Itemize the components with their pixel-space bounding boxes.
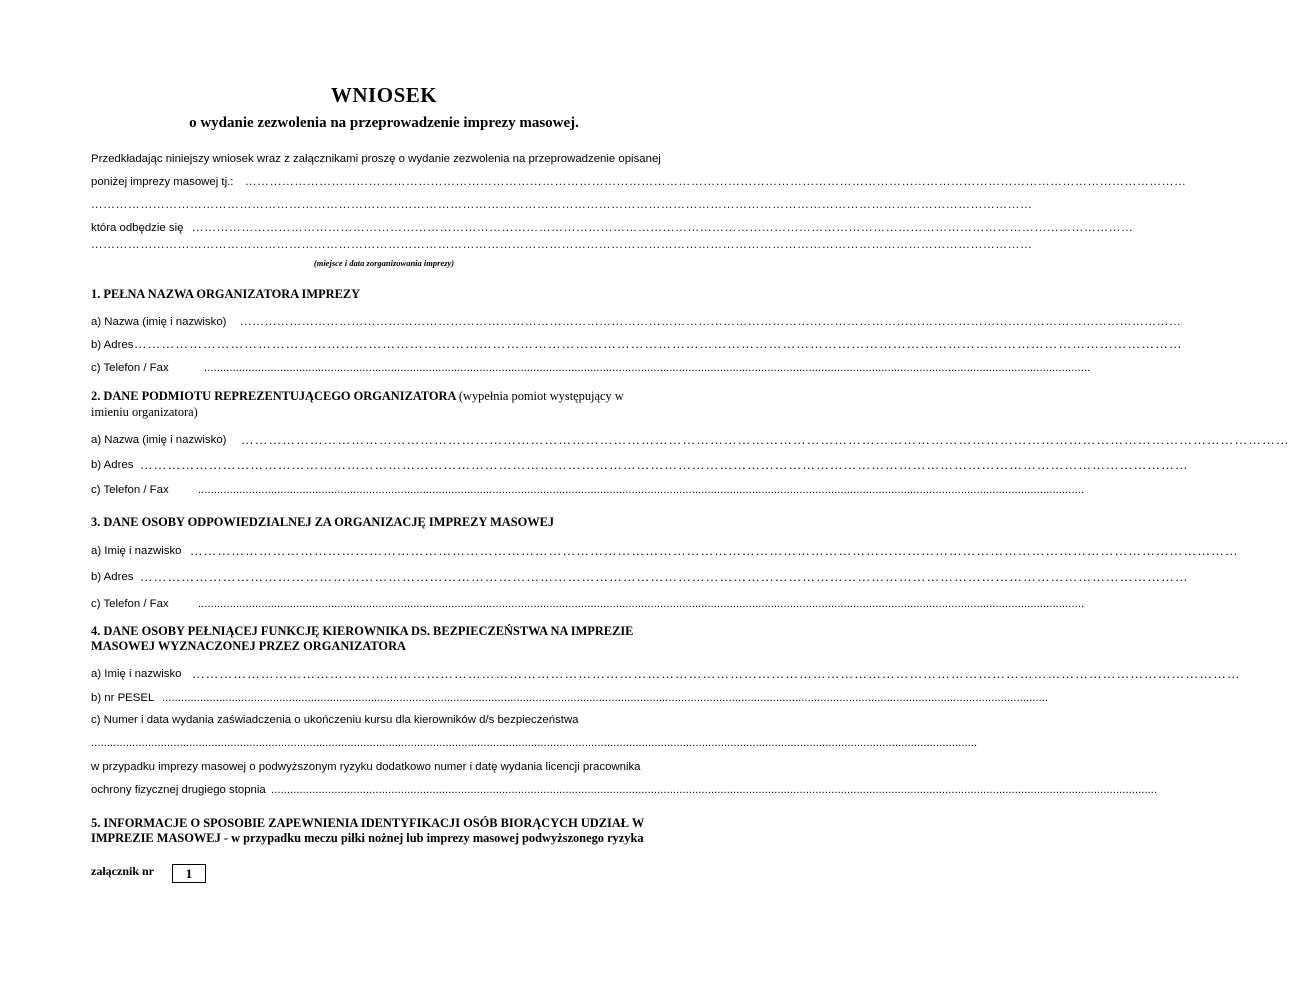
section-2-heading-note-2: imieniu organizatora) — [91, 405, 198, 419]
section-2-heading-note: (wypełnia pomiot występujący w — [458, 389, 624, 403]
section-1-name-field[interactable]: ………………………………………………………………………………………………………………………………………………………………………………………………………… — [240, 316, 1182, 328]
event-place-date-field[interactable]: ………………………………………………………………………………………………………………………………………………………………………………………………………… — [192, 222, 1134, 234]
section-4-pesel-label: b) nr PESEL — [91, 692, 155, 704]
section-4-pesel-field[interactable]: ........................................................................................................................................................................................................................................................................................ — [162, 692, 1049, 704]
event-place-date-field-2[interactable]: ………………………………………………………………………………………………………………………………………………………………………………………………………… — [91, 239, 1033, 251]
event-description-field[interactable]: ………………………………………………………………………………………………………………………………………………………………………………………………………… — [245, 176, 1187, 188]
section-4-licence-field[interactable]: ........................................................................................................................................................................................................................................................................................ — [271, 784, 1158, 796]
section-4-heading-line-2: MASOWEJ WYZNACZONEJ PRZEZ ORGANIZATORA — [91, 639, 406, 653]
attachment-number-box[interactable]: 1 — [172, 864, 206, 883]
section-2-name-label: a) Nazwa (imię i nazwisko) — [91, 434, 227, 446]
section-3-name-label: a) Imię i nazwisko — [91, 545, 182, 557]
section-2-phone-field[interactable]: ........................................................................................................................................................................................................................................................................................ — [198, 484, 1085, 496]
section-3-heading: 3. DANE OSOBY ODPOWIEDZIALNEJ ZA ORGANIZACJĘ IMPREZY MASOWEJ — [91, 515, 555, 529]
section-2-phone-label: c) Telefon / Fax — [91, 484, 169, 496]
section-2-address-label: b) Adres — [91, 459, 134, 471]
section-3-name-field[interactable]: ………………………………………………………………………………………………………………………………………………………………………………………………………… — [190, 544, 1239, 558]
section-4-certificate-label: c) Numer i data wydania zaświadczenia o ukończeniu kursu dla kierowników d/s bezpieczeństwa — [91, 714, 579, 726]
intro-line-1: Przedkładając niniejszy wniosek wraz z załącznikami proszę o wydanie zezwolenia na przeprowadzenie opisanej — [91, 153, 661, 165]
section-3-phone-field[interactable]: ........................................................................................................................................................................................................................................................................................ — [198, 598, 1085, 610]
section-5-heading-line-1: 5. INFORMACJE O SPOSOBIE ZAPEWNIENIA IDENTYFIKACJI OSÓB BIORĄCYCH UDZIAŁ W — [91, 816, 645, 830]
section-4-licence-line-1: w przypadku imprezy masowej o podwyższonym ryzyku dodatkowo numer i datę wydania licencji pracownika — [91, 761, 641, 773]
section-4-licence-line-2: ochrony fizycznej drugiego stopnia — [91, 784, 266, 796]
section-2-heading — [91, 389, 624, 404]
section-1-phone-label: c) Telefon / Fax — [91, 362, 169, 374]
document-title: WNIOSEK — [330, 83, 438, 107]
section-1-phone-field[interactable]: ........................................................................................................................................................................................................................................................................................ — [204, 362, 1091, 374]
intro-line-2: poniżej imprezy masowej tj.: — [91, 176, 234, 188]
section-1-address-field[interactable]: ………………………………………………………………………………………………………………………………………………………………………………………………………… — [134, 337, 1183, 351]
section-1-address-label: b) Adres — [91, 339, 134, 351]
section-2-address-field[interactable]: ………………………………………………………………………………………………………………………………………………………………………………………………………… — [140, 458, 1189, 472]
section-5-heading-line-2: IMPREZIE MASOWEJ - w przypadku meczu piłki nożnej lub imprezy masowej podwyższonego ryzyka — [91, 831, 644, 845]
section-2-heading-text: 2. DANE PODMIOTU REPREZENTUJĄCEGO ORGANIZATORA — [91, 389, 456, 403]
place-date-note: (miejsce i data zorganizowania imprezy) — [313, 258, 455, 268]
section-4-heading-line-1: 4. DANE OSOBY PEŁNIĄCEJ FUNKCJĘ KIEROWNIKA DS. BEZPIECZEŃSTWA NA IMPREZIE — [91, 624, 634, 638]
intro-line-4: która odbędzie się — [91, 222, 184, 234]
section-1-heading: 1. PEŁNA NAZWA ORGANIZATORA IMPREZY — [91, 287, 361, 301]
section-2-name-field[interactable]: ………………………………………………………………………………………………………………………………………………………………………………………………………… — [241, 433, 1290, 447]
attachment-label: załącznik nr — [91, 864, 154, 878]
document-subtitle: o wydanie zezwolenia na przeprowadzenie imprezy masowej. — [189, 115, 579, 131]
section-4-name-label: a) Imię i nazwisko — [91, 668, 182, 680]
section-3-address-field[interactable]: ………………………………………………………………………………………………………………………………………………………………………………………………………… — [140, 570, 1189, 584]
section-3-address-label: b) Adres — [91, 571, 134, 583]
section-4-certificate-field[interactable]: ........................................................................................................................................................................................................................................................................................ — [91, 737, 978, 749]
event-description-field-2[interactable]: ………………………………………………………………………………………………………………………………………………………………………………………………………… — [91, 199, 1033, 211]
section-3-phone-label: c) Telefon / Fax — [91, 598, 169, 610]
section-1-name-label: a) Nazwa (imię i nazwisko) — [91, 316, 227, 328]
section-4-name-field[interactable]: ………………………………………………………………………………………………………………………………………………………………………………………………………… — [192, 667, 1241, 681]
